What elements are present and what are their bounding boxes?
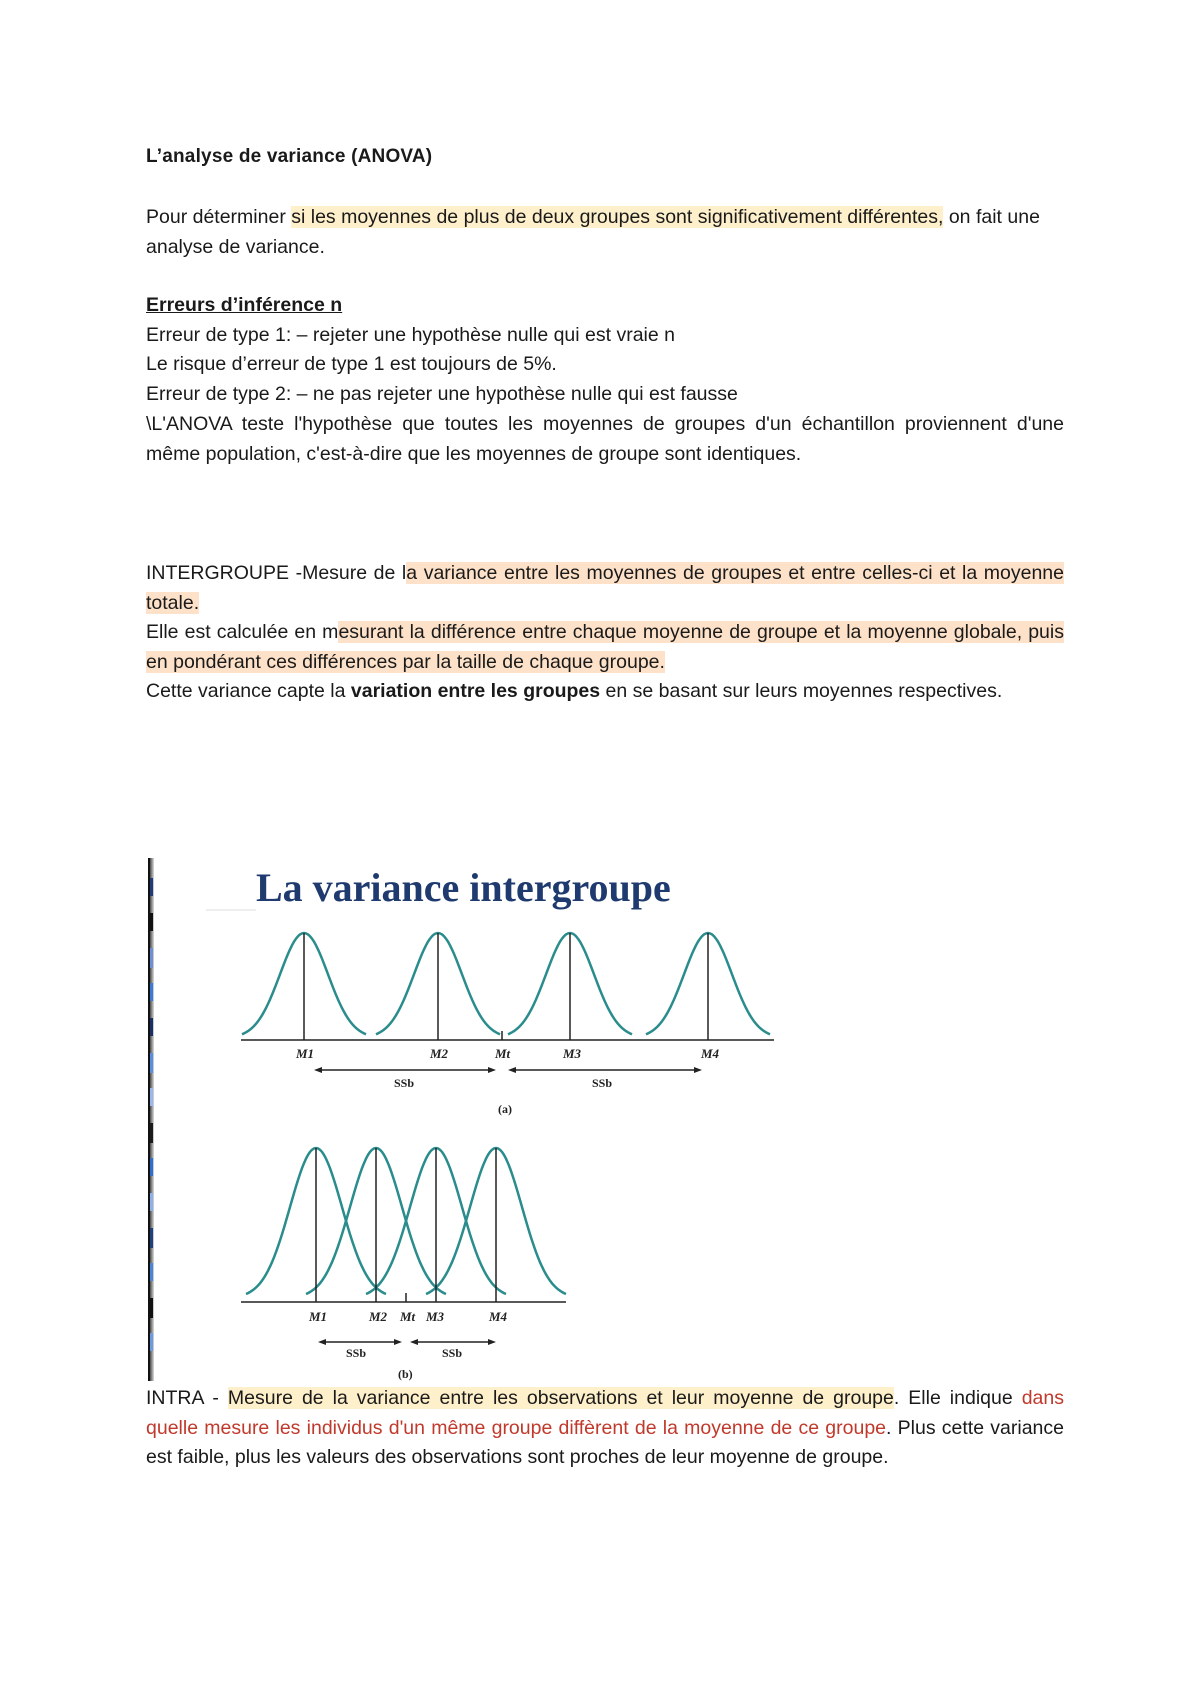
intra-text-e: . Plus cette variance est faible, plus les valeurs des observations sont proches de leur moyenne de groupe. — [146, 1416, 1064, 1468]
error-type2: Erreur de type 2: – ne pas rejeter une hypothèse nulle qui est fausse — [146, 383, 738, 405]
label-b-mt: Mt — [400, 1309, 416, 1324]
intro-paragraph — [146, 203, 1064, 262]
inter-highlight-1: a variance entre les moyennes de groupes et entre celles-ci et la moyenne totale. — [146, 562, 1064, 614]
intra-text-c: . Elle indique — [893, 1387, 1022, 1409]
inter-text-g: en se basant sur leurs moyennes respectives. — [600, 680, 1003, 702]
ssb-labels-b — [346, 1346, 462, 1381]
inter-text-a: INTERGROUPE -Mesure de l — [146, 562, 407, 584]
label-b-m4: M4 — [489, 1309, 508, 1324]
figure-svg — [146, 858, 786, 1383]
anova-paragraph: \L'ANOVA teste l'hypothèse que toutes les moyennes de groupes d'un échantillon proviennent d'une même population, c'est-à-dire que les moyennes de groupe sont identiques. — [146, 413, 1064, 465]
panel-b — [246, 1148, 566, 1294]
ssb-label-b1: SSb — [346, 1346, 367, 1360]
intra-highlight: Mesure de la variance entre les observations et leur moyenne de groupe — [227, 1387, 894, 1409]
inter-bold: variation entre les groupes — [350, 680, 601, 702]
intra-text-a: INTRA - — [146, 1387, 228, 1409]
label-b-m2: M2 — [369, 1309, 388, 1324]
intro-highlight: si les moyennes de plus de deux groupes sont significativement différentes, — [291, 206, 944, 228]
label-b-m1: M1 — [309, 1309, 328, 1324]
intro-text-c: on fait une analyse de variance. — [146, 206, 1040, 258]
ssb-label-a2: SSb — [592, 1076, 613, 1090]
figure-title: La variance intergroupe — [256, 865, 671, 910]
panel-a — [242, 933, 770, 1034]
intro-text-a: Pour déterminer — [146, 206, 292, 228]
intergroupe-paragraph — [146, 559, 1064, 707]
inter-text-e: Cette variance capte la — [146, 680, 351, 702]
label-a-m1: M1 — [296, 1046, 315, 1061]
label-a-m2: M2 — [430, 1046, 449, 1061]
intra-paragraph — [146, 1384, 1064, 1473]
ssb-label-b2: SSb — [442, 1346, 463, 1360]
label-a-mt: Mt — [495, 1046, 511, 1061]
doc-title: L’analyse de variance (ANOVA) — [146, 146, 433, 167]
inter-text-c: Elle est calculée en m — [146, 621, 339, 643]
intra-red-text: dans quelle mesure les individus d'un même groupe diffèrent de la moyenne de ce groupe — [146, 1387, 1064, 1439]
inter-highlight-2: esurant la différence entre chaque moyenne de groupe et la moyenne globale, puis en pondérant ces différences par la taille de chaque groupe. — [146, 621, 1064, 673]
error-risk: Le risque d’erreur de type 1 est toujours de 5%. — [146, 353, 557, 375]
errors-heading: Erreurs d’inférence n — [146, 294, 343, 316]
ssb-labels-a — [394, 1076, 612, 1116]
ssb-label-a1: SSb — [394, 1076, 415, 1090]
label-b-m3: M3 — [426, 1309, 445, 1324]
label-a-m4: M4 — [701, 1046, 720, 1061]
decorative-side-stripe — [148, 858, 154, 1381]
labels-a — [295, 1046, 720, 1061]
error-type1: Erreur de type 1: – rejeter une hypothèse nulle qui est vraie n — [146, 324, 675, 346]
labels-b — [308, 1309, 508, 1324]
caption-a: (a) — [498, 1102, 512, 1116]
caption-b: (b) — [398, 1367, 413, 1381]
figure-variance-intergroupe — [146, 858, 786, 1383]
label-a-m3: M3 — [563, 1046, 582, 1061]
